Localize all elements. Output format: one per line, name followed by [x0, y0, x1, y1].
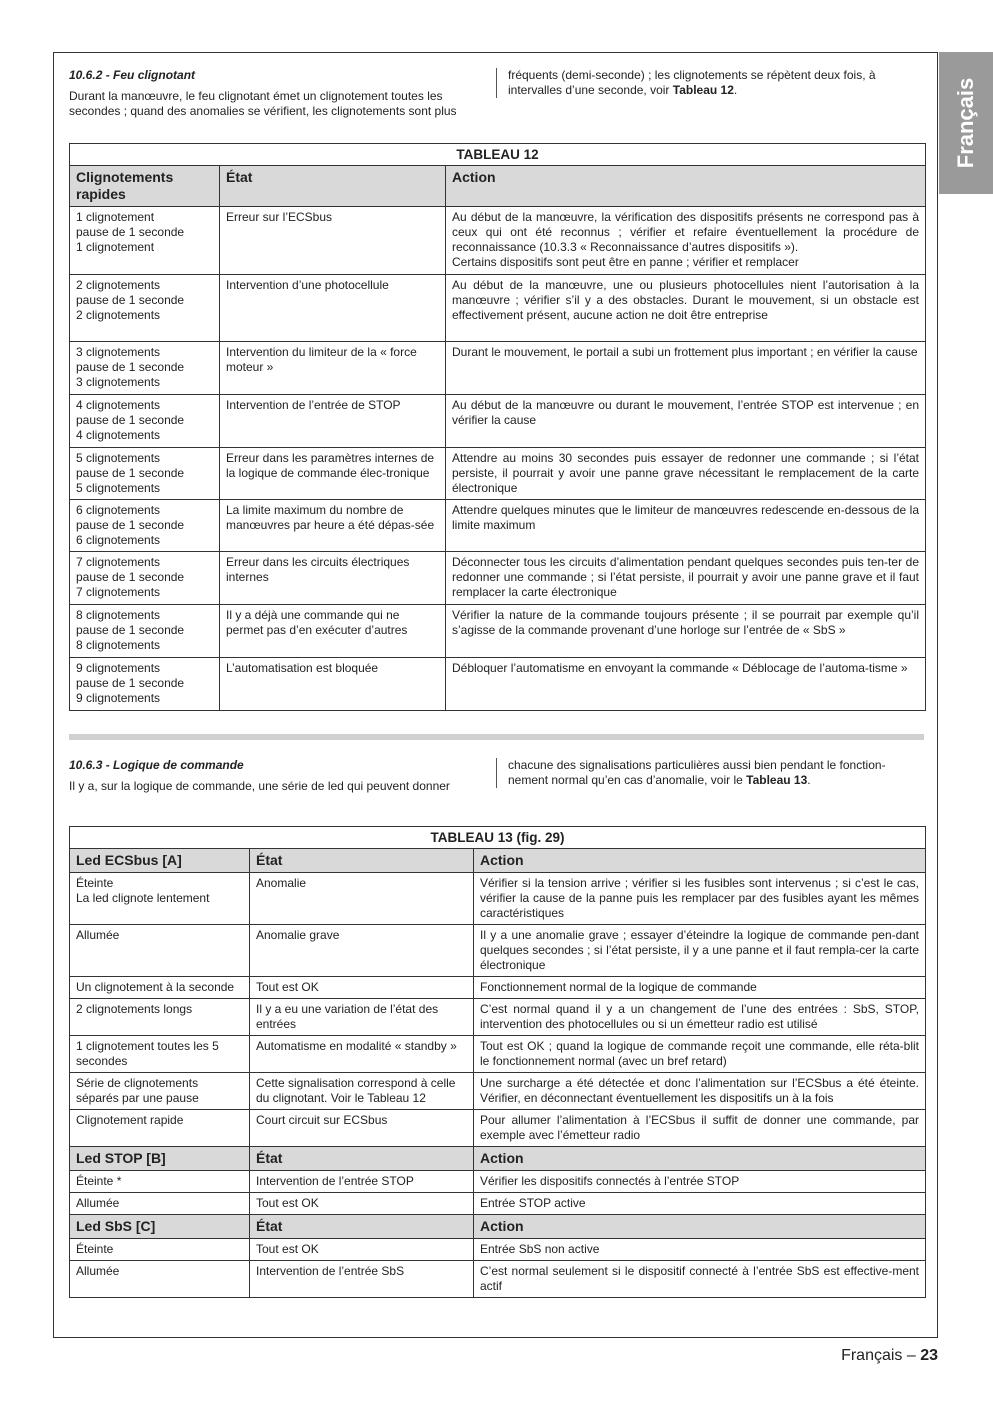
cell-action: Fonctionnement normal de la logique de commande	[474, 977, 926, 999]
cell-state: Court circuit sur ECSbus	[250, 1110, 474, 1147]
cell-action: Pour allumer l’alimentation à l’ECSbus il suffit de donner une commande, par exemple avec l’émetteur radio	[474, 1110, 926, 1147]
table-13	[69, 826, 926, 1298]
cell-signal: Série de clignotements séparés par une pause	[70, 1073, 250, 1110]
cell-action: Il y a une anomalie grave ; essayer d’éteindre la logique de commande pen-dant quelques secondes ; si l’état persiste, il y a une panne et il faut rempla-cer la carte électronique	[474, 925, 926, 977]
cell-signal: 8 clignotements pause de 1 seconde 8 clignotements	[70, 605, 220, 658]
column-header: État	[250, 1147, 474, 1171]
section-title: 10.6.2 - Feu clignotant	[69, 68, 196, 82]
table-row	[70, 925, 926, 977]
cell-state: Intervention du limiteur de la « force moteur »	[220, 342, 446, 395]
table-row	[70, 448, 926, 500]
cell-action: Débloquer l’automatisme en envoyant la commande « Déblocage de l’automa-tisme »	[446, 658, 926, 711]
table-row	[70, 500, 926, 552]
section-paragraph: Il y a, sur la logique de commande, une série de led qui peuvent donner	[69, 779, 450, 793]
column-header: État	[250, 849, 474, 873]
page-footer	[841, 1347, 938, 1365]
column-header: État	[220, 166, 446, 207]
language-tab-label: Français	[953, 77, 978, 169]
table-row	[70, 1036, 926, 1073]
cell-signal: 1 clignotement pause de 1 seconde 1 clignotement	[70, 207, 220, 275]
paragraph-text: fréquents (demi-seconde) ; les clignotements se répètent deux fois, à intervalles d’une seconde, voir	[508, 68, 876, 97]
paragraph-text-end: .	[733, 83, 738, 97]
cell-signal: 9 clignotements pause de 1 seconde 9 clignotements	[70, 658, 220, 711]
table-row	[70, 1171, 926, 1193]
table-row	[70, 1239, 926, 1261]
cell-state: Erreur sur l’ECSbus	[220, 207, 446, 275]
table-row	[70, 275, 926, 342]
cell-signal: Éteinte	[70, 1239, 250, 1261]
section-col-right	[496, 758, 924, 788]
column-header: Led ECSbus [A]	[70, 849, 250, 873]
column-header: État	[250, 1215, 474, 1239]
section-col-left	[69, 758, 485, 794]
cell-action: Vérifier les dispositifs connectés à l’entrée STOP	[474, 1171, 926, 1193]
table-row	[70, 1261, 926, 1298]
cell-signal: 3 clignotements pause de 1 seconde 3 clignotements	[70, 342, 220, 395]
cell-action: Au début de la manœuvre, une ou plusieurs photocellules nient l’autorisation à la manœuvre ; vérifier s’il y a des obstacles. Durant le mouvement, si un obstacle est effectivement présent, aucune action ne doit être entreprise	[446, 275, 926, 342]
cell-action: Une surcharge a été détectée et donc l’alimentation sur l’ECSbus a été éteinte. Vérifier, en déconnectant éventuellement les dispositifs un à la fois	[474, 1073, 926, 1110]
language-tab	[939, 52, 993, 194]
table-header-row	[70, 1215, 926, 1239]
cell-state: Il y a eu une variation de l’état des entrées	[250, 999, 474, 1036]
table-row	[70, 977, 926, 999]
cell-state: Cette signalisation correspond à celle du clignotant. Voir le Tableau 12	[250, 1073, 474, 1110]
cell-signal: 7 clignotements pause de 1 seconde 7 clignotements	[70, 552, 220, 605]
cell-state: Erreur dans les circuits électriques internes	[220, 552, 446, 605]
cell-signal: Un clignotement à la seconde	[70, 977, 250, 999]
section-col-right	[496, 68, 924, 98]
cell-signal: 5 clignotements pause de 1 seconde 5 clignotements	[70, 448, 220, 500]
cell-action: Attendre au moins 30 secondes puis essayer de redonner une commande ; si l’état persiste, il pourrait y avoir une panne grave nécessitant le remplacement de la carte électronique	[446, 448, 926, 500]
cell-action: Durant le mouvement, le portail a subi un frottement plus important ; en vérifier la cause	[446, 342, 926, 395]
cell-signal: 2 clignotements pause de 1 seconde 2 clignotements	[70, 275, 220, 342]
cell-state: Erreur dans les paramètres internes de la logique de commande élec-tronique	[220, 448, 446, 500]
cell-signal: Clignotement rapide	[70, 1110, 250, 1147]
column-header: Action	[474, 849, 926, 873]
cell-state: Tout est OK	[250, 977, 474, 999]
cell-signal: Éteinte *	[70, 1171, 250, 1193]
column-header: Action	[446, 166, 926, 207]
cell-state: Il y a déjà une commande qui ne permet pas d’en exécuter d’autres	[220, 605, 446, 658]
cell-signal: Allumée	[70, 1193, 250, 1215]
table-row	[70, 605, 926, 658]
cell-action: Entrée STOP active	[474, 1193, 926, 1215]
cell-state: Intervention de l’entrée STOP	[250, 1171, 474, 1193]
table-row	[70, 999, 926, 1036]
cell-action: C’est normal quand il y a un changement de l’une des entrées : SbS, STOP, intervention des photocellules ou si un émetteur radio est utilisé	[474, 999, 926, 1036]
cell-action: Au début de la manœuvre ou durant le mouvement, l’entrée STOP est intervenue ; en vérifier la cause	[446, 395, 926, 448]
table-header-row	[70, 1147, 926, 1171]
cell-action: Vérifier si la tension arrive ; vérifier si les fusibles sont intervenus ; si c’est le cas, vérifier la cause de la panne puis les remplacer par des fusibles ayant les mêmes caractéristiques	[474, 873, 926, 925]
table-row	[70, 658, 926, 711]
section-paragraph: Durant la manœuvre, le feu clignotant émet un clignotement toutes les secondes ; quand des anomalies se vérifient, les clignotements sont plus	[69, 89, 457, 118]
cell-signal: Allumée	[70, 925, 250, 977]
table-row	[70, 552, 926, 605]
cell-signal: 1 clignotement toutes les 5 secondes	[70, 1036, 250, 1073]
cell-state: Anomalie grave	[250, 925, 474, 977]
paragraph-text: chacune des signalisations particulières aussi bien pendant le fonction-nement normal qu’en cas d’anomalie, voir le	[508, 758, 886, 787]
column-header: Led STOP [B]	[70, 1147, 250, 1171]
cell-signal: 4 clignotements pause de 1 seconde 4 clignotements	[70, 395, 220, 448]
table-row	[70, 873, 926, 925]
cell-state: La limite maximum du nombre de manœuvres par heure a été dépas-sée	[220, 500, 446, 552]
table-row	[70, 342, 926, 395]
cell-state: L’automatisation est bloquée	[220, 658, 446, 711]
table-reference: Tableau 13	[746, 773, 808, 787]
paragraph-text-end: .	[807, 773, 811, 787]
cell-signal: Éteinte La led clignote lentement	[70, 873, 250, 925]
footer-label: Français –	[841, 1347, 921, 1364]
column-header: Action	[474, 1215, 926, 1239]
table-caption: TABLEAU 13 (fig. 29)	[70, 827, 926, 849]
table-12	[69, 143, 926, 711]
column-header: Action	[474, 1147, 926, 1171]
table-header-row	[70, 849, 926, 873]
section-feu-clignotant	[69, 68, 924, 128]
cell-signal: Allumée	[70, 1261, 250, 1298]
cell-action: Déconnecter tous les circuits d’alimentation pendant quelques secondes puis ten-ter de redonner une commande ; si l’état persiste, il pourrait y avoir une panne grave et il faut remplacer la carte électronique	[446, 552, 926, 605]
cell-action: Attendre quelques minutes que le limiteur de manœuvres redescende en-dessous de la limite maximum	[446, 500, 926, 552]
cell-state: Anomalie	[250, 873, 474, 925]
page-number: 23	[920, 1347, 938, 1364]
table-caption: TABLEAU 12	[70, 144, 926, 166]
table-header-row	[70, 166, 926, 207]
column-header: Clignotements rapides	[70, 166, 220, 207]
cell-signal: 6 clignotements pause de 1 seconde 6 clignotements	[70, 500, 220, 552]
section-divider	[69, 734, 924, 740]
column-header: Led SbS [C]	[70, 1215, 250, 1239]
cell-signal: 2 clignotements longs	[70, 999, 250, 1036]
table-row	[70, 207, 926, 275]
cell-state: Intervention d’une photocellule	[220, 275, 446, 342]
table-row	[70, 1073, 926, 1110]
section-logique-commande	[69, 758, 924, 798]
table-reference: Tableau 12	[672, 83, 734, 97]
cell-action: C’est normal seulement si le dispositif connecté à l’entrée SbS est effective-ment actif	[474, 1261, 926, 1298]
cell-state: Tout est OK	[250, 1239, 474, 1261]
section-title: 10.6.3 - Logique de commande	[69, 758, 244, 772]
table-row	[70, 1110, 926, 1147]
table-row	[70, 395, 926, 448]
cell-state: Intervention de l’entrée SbS	[250, 1261, 474, 1298]
cell-state: Automatisme en modalité « standby »	[250, 1036, 474, 1073]
section-col-left	[69, 68, 485, 119]
cell-action: Tout est OK ; quand la logique de commande reçoit une commande, elle réta-blit le fonctionnement normal (avec un bref retard)	[474, 1036, 926, 1073]
table-row	[70, 1193, 926, 1215]
cell-action: Au début de la manœuvre, la vérification des dispositifs présents ne correspond pas à ceux qui ont été reconnus ; vérifier et refaire éventuellement la procédure de reconnaissance (10.3.3 « Reconnaissance d’autres dispositifs »). Certains dispositifs sont peut être en panne ; vérifier et remplacer	[446, 207, 926, 275]
cell-action: Vérifier la nature de la commande toujours présente ; il se pourrait par exemple qu’il s’agisse de la commande provenant d’une horloge sur l’entrée de « SbS »	[446, 605, 926, 658]
cell-action: Entrée SbS non active	[474, 1239, 926, 1261]
cell-state: Tout est OK	[250, 1193, 474, 1215]
cell-state: Intervention de l’entrée de STOP	[220, 395, 446, 448]
